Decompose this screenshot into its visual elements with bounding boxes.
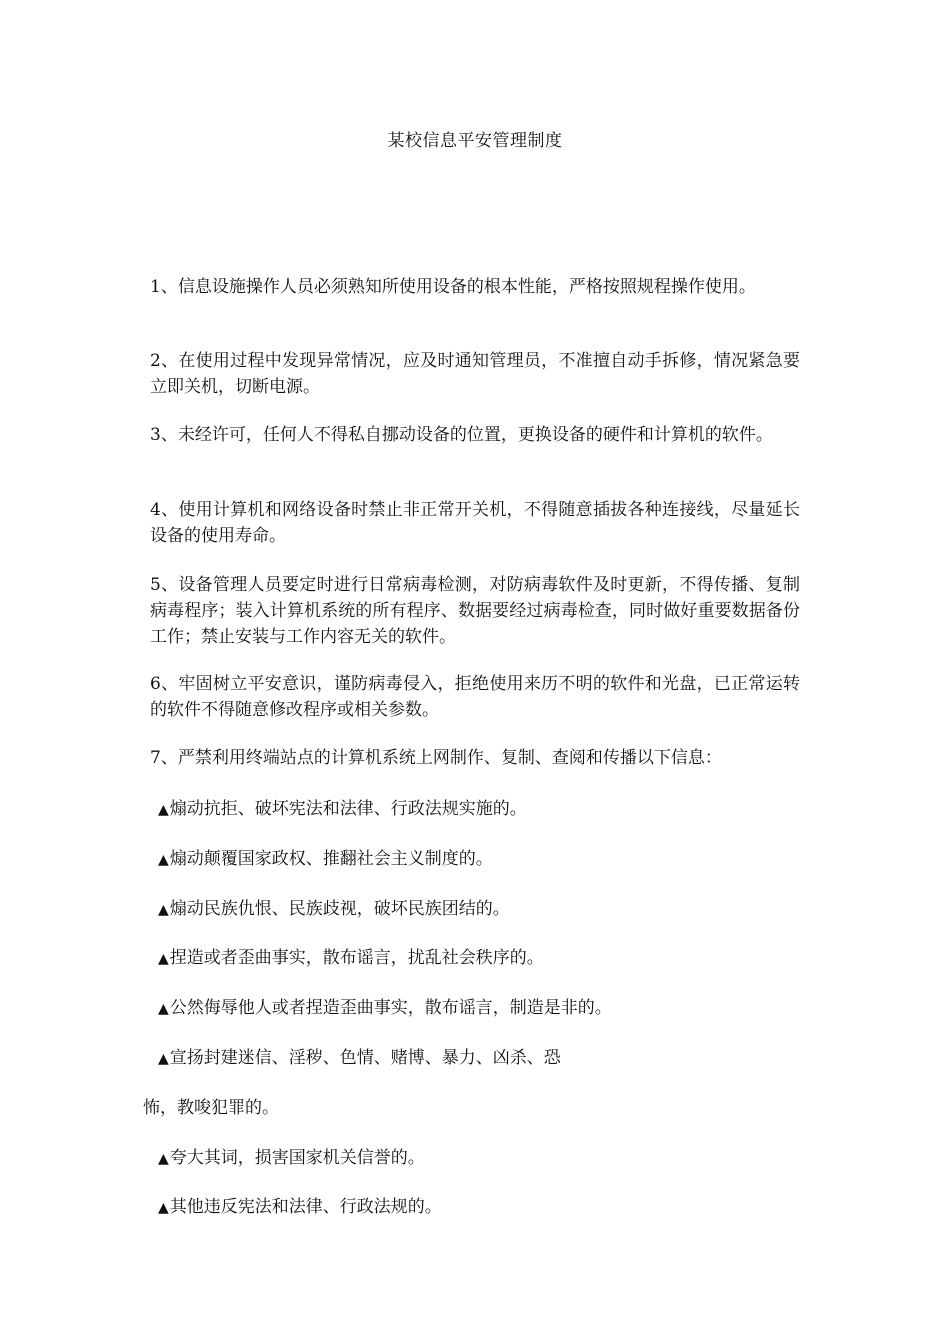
triangle-bullet-icon: ▲ [158, 1051, 169, 1067]
paragraph-6: 6、牢固树立平安意识，谨防病毒侵入，拒绝使用来历不明的软件和光盘，已正常运转的软件不得随意修改程序或相关参数。 [150, 674, 800, 720]
document-title: 某校信息平安管理制度 [387, 131, 563, 151]
triangle-bullet-icon: ▲ [158, 1001, 169, 1017]
paragraph-7: 7、严禁利用终端站点的计算机系统上网制作、复制、查阅和传播以下信息： [150, 748, 722, 768]
triangle-bullet-icon: ▲ [158, 802, 169, 818]
paragraph-4: 4、使用计算机和网络设备时禁止非正常开关机，不得随意插拔各种连接线，尽量延长设备的使用寿命。 [150, 500, 800, 546]
paragraph-1: 1、信息设施操作人员必须熟知所使用设备的根本性能，严格按照规程操作使用。 [150, 277, 756, 297]
bullet-continuation: 怖，教唆犯罪的。 [143, 1098, 279, 1118]
bullet-text: 公然侮辱他人或者捏造歪曲事实，散布谣言，制造是非的。 [169, 998, 612, 1018]
triangle-bullet-icon: ▲ [158, 852, 169, 868]
paragraph-3: 3、未经许可，任何人不得私自挪动设备的位置，更换设备的硬件和计算机的软件。 [150, 425, 773, 445]
bullet-item [158, 945, 798, 972]
bullet-item [158, 846, 798, 873]
bullet-text: 宣扬封建迷信、淫秽、色情、赌博、暴力、凶杀、恐 [169, 1048, 561, 1068]
triangle-bullet-icon: ▲ [158, 951, 169, 967]
triangle-bullet-icon: ▲ [158, 1151, 169, 1167]
paragraph-5: 5、设备管理人员要定时进行日常病毒检测，对防病毒软件及时更新，不得传播、复制病毒程序；装入计算机系统的所有程序、数据要经过病毒检查，同时做好重要数据备份工作；禁止安装与工作内容无关的软件。 [150, 575, 800, 647]
bullet-text: 捏造或者歪曲事实，散布谣言，扰乱社会秩序的。 [169, 948, 544, 968]
bullet-text: 煽动颠覆国家政权、推翻社会主义制度的。 [169, 849, 493, 869]
bullet-item [158, 1145, 798, 1172]
bullet-item [158, 896, 798, 923]
bullet-item [158, 995, 798, 1022]
paragraph-2: 2、在使用过程中发现异常情况，应及时通知管理员，不准擅自动手拆修，情况紧急要立即关机，切断电源。 [150, 351, 800, 397]
bullet-text: 夸大其词，损害国家机关信誉的。 [169, 1148, 425, 1168]
bullet-text: 其他违反宪法和法律、行政法规的。 [169, 1197, 442, 1217]
bullet-item [158, 796, 798, 823]
bullet-item [158, 1194, 798, 1221]
bullet-item [158, 1045, 798, 1072]
triangle-bullet-icon: ▲ [158, 902, 169, 918]
bullet-text: 煽动民族仇恨、民族歧视，破坏民族团结的。 [169, 899, 510, 919]
bullet-text: 煽动抗拒、破坏宪法和法律、行政法规实施的。 [169, 799, 527, 819]
triangle-bullet-icon: ▲ [158, 1200, 169, 1216]
